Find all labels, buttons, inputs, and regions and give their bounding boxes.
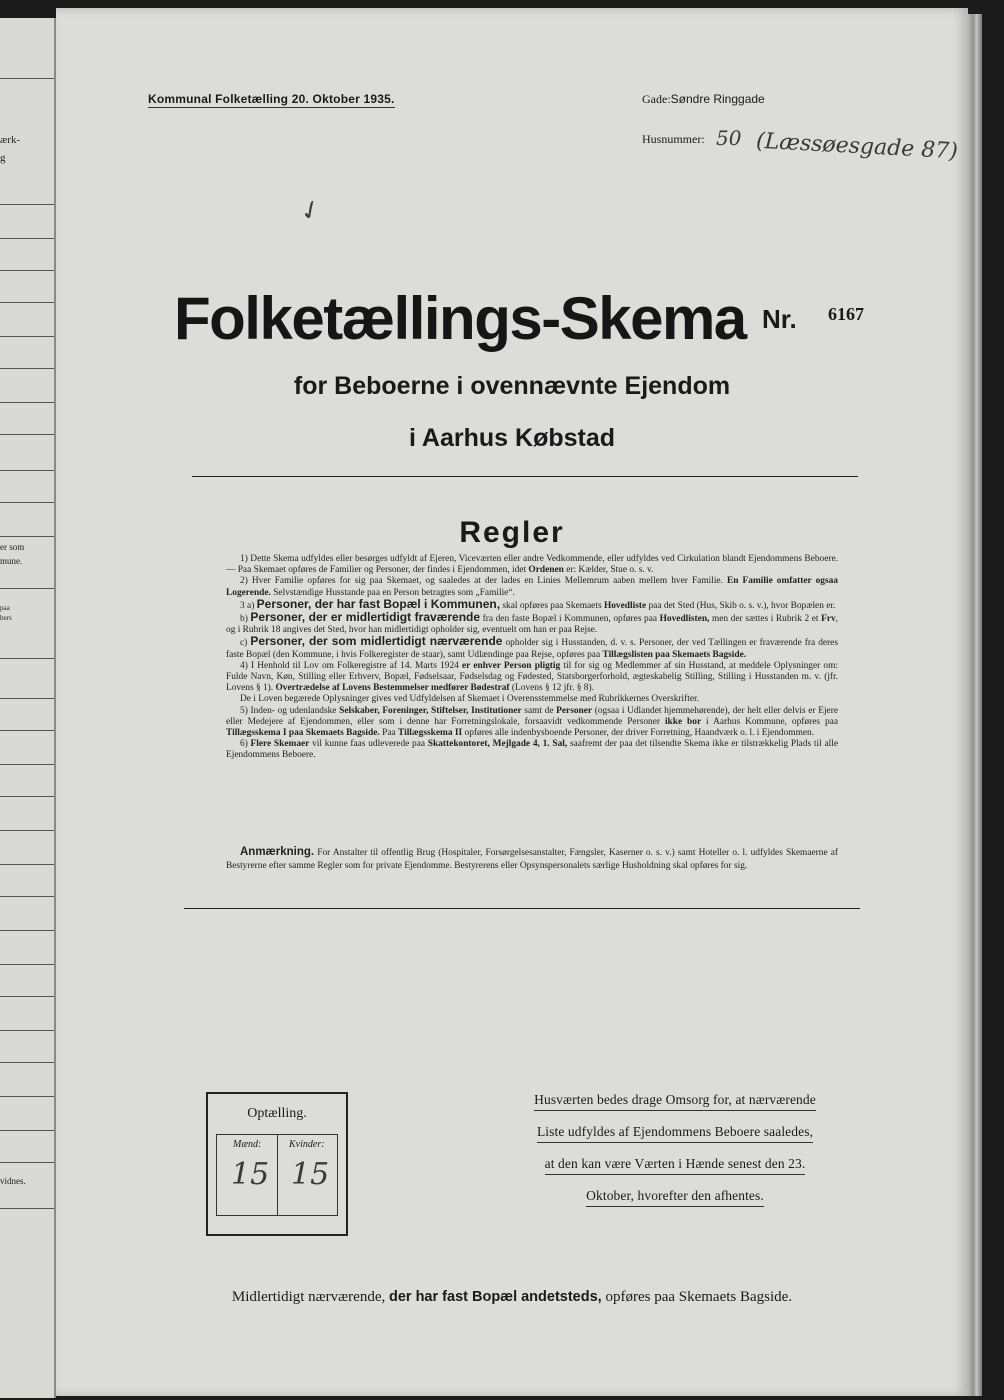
rule-3a: 3 a) Personer, der har fast Bopæl i Kommunen, skal opføres paa Skemaets Hovedliste paa det Sted (Hus, Skib o. s. v.), hvor Bopælen er. (240, 596, 836, 611)
rule-4b: De i Loven begærede Oplysninger gives ved Udfyldelsen af Skemaet i Overensstemmelse med Rubrikkernes Overskrifter. (240, 694, 699, 705)
rules-text (226, 554, 838, 762)
notice-line: Oktober, hvorefter den afhentes. (586, 1188, 764, 1207)
form-location: i Aarhus Købstad (408, 424, 616, 452)
rule-3b: b) Personer, der er midlertidigt fraværende fra den faste Bopæl i Kommunen, opføres paa Hovedlisten, men der sættes i Rubrik 2 et Frv, og i Rubrik 18 angives det Sted, hvor han midlertidigt opholder sig, eventuelt om han er paa Rejse. (226, 610, 839, 636)
left-fragment: bers (0, 614, 12, 622)
census-date-header: Kommunal Folketælling 20. Oktober 1935. (148, 92, 395, 106)
house-number-handwritten: 50 (716, 126, 742, 150)
footer-note: Midlertidigt nærværende, der har fast Bopæl andetsteds, opføres paa Skemaets Bagside. (231, 1289, 793, 1305)
women-count: 15 (291, 1157, 330, 1192)
form-number-label: Nr. (762, 304, 797, 334)
rule-5: 5) Inden- og udenlandske Selskaber, Foreninger, Stiftelser, Institutioner samt de Personer (ogsaa i Udlandet hjemmehørende), der helt eller delvis er Ejere eller Medejere af Ejendommen, eller som i denne har Forretningslokale, forsaavidt vedkommende Personer ikke bor i Aarhus Kommune, opføres paa Tillægsskema I paa Skemaets Bagside. Paa Tillægsskema II opføres alle indenbysboende Personer, der driver Forretning, Haandværk o. l. i Ejendommen. (226, 705, 838, 739)
men-label: Mænd: (233, 1139, 262, 1150)
divider (184, 908, 860, 909)
notice-line: at den kan være Værten i Hænde senest den 23. (545, 1156, 806, 1175)
left-fragment: ærk- (0, 134, 21, 146)
count-grid (216, 1134, 338, 1216)
left-fragment: er som (0, 542, 25, 552)
divider (192, 476, 858, 477)
street-field (642, 92, 765, 107)
left-fragment: g (0, 152, 6, 164)
count-box (206, 1092, 348, 1236)
previous-page-edge (0, 18, 56, 1398)
men-count: 15 (231, 1157, 270, 1192)
form-title: Folketællings-Skema (174, 285, 746, 352)
rule-6: 6) Flere Skemaer vil kunne faas udleverede paa Skattekontoret, Mejlgade 4, 1. Sal, saafremt der paa det tilsendte Skema ikke er tilstrækkelig Plads til alle Ejendommens Beboere. (226, 739, 839, 761)
remark-text: For Anstalter til offentlig Brug (Hospitaler, Forsørgelsesanstalter, Fængsler, Kaserner o. s. v.) samt Hoteller o. l. udfyldes Skemaerne af Bestyrerne efter samme Regler som for private Ejendomme. Bestyrerens eller Opsynspersonalets særlige Husholdning skal opføres for sig. (226, 848, 838, 871)
page-stack-edge (968, 14, 982, 1396)
house-number-label: Husnummer: (642, 132, 705, 146)
rule-3c: c) Personer, der som midlertidigt nærværende opholder sig i Husstanden, d. v. s. Personer, der ved Tællingen er fraværende fra deres faste Bopæl (den Kommune, i hvis Folkeregister de staar), samt Udlændinge paa Rejse, opføres paa Tillægslisten paa Skemaets Bagside. (226, 634, 838, 660)
landlord-notice (510, 1092, 840, 1220)
form-subtitle: for Beboerne i ovennævnte Ejendom (293, 372, 731, 400)
notice-line: Husværten bedes drage Omsorg for, at nærværende (534, 1092, 816, 1111)
notice-line: Liste udfyldes af Ejendommens Beboere saaledes, (537, 1124, 813, 1143)
rule-4: 4) I Henhold til Lov om Folkeregistre af 14. Marts 1924 er enhver Person pligtig til for sig og Medlemmer af sin Husstand, at meddele Oplysninger om: Fulde Navn, Køn, Stilling eller Erhverv, Bopæl, Fødselsaar, Fødselsdag og Fødested, Statsborgerforhold, ægteskabelig Stilling, Stilling i Husstanden m. v. (jfr. Lovens § 1). Overtrædelse af Lovens Bestemmelser medfører Bødestraf (Lovens § 12 jfr. § 8). (226, 660, 838, 694)
rules-heading: Regler (459, 516, 565, 549)
remark-lead: Anmærkning. (240, 846, 315, 858)
left-fragment: mune. (0, 556, 23, 566)
left-fragment: paa (0, 604, 10, 612)
street-value: Søndre Ringgade (670, 92, 765, 106)
count-title: Optælling. (247, 1106, 307, 1121)
street-note-handwritten: (Læssøesgade 87) (755, 128, 959, 165)
faint-mark-icon: ✓ (294, 192, 328, 230)
census-form-page (56, 8, 968, 1396)
form-number-value: 6167 (828, 304, 864, 324)
rule-1: 1) Dette Skema udfyldes eller besørges udfyldt af Ejeren, Viceværten eller andre Vedkommende, eller udfyldes ved Cirkulation blandt Ejendommens Beboere. — Paa Skemaet opføres de Familier og Personer, der findes i Ejendommen, idet Ordenen er: Kælder, Stue o. s. v. (226, 554, 838, 576)
remark-paragraph (226, 846, 838, 872)
rule-2: 2) Hver Familie opføres for sig paa Skemaet, og saaledes at der lades en Linies Mellemrum aaben mellem hver Familie. En Familie omfatter ogsaa Logerende. Selvstændige Husstande paa en Person betragtes som „Familie“. (226, 576, 838, 598)
women-label: Kvinder: (289, 1139, 325, 1150)
street-label: Gade: (642, 92, 671, 106)
left-fragment: vidnes. (0, 1176, 26, 1186)
